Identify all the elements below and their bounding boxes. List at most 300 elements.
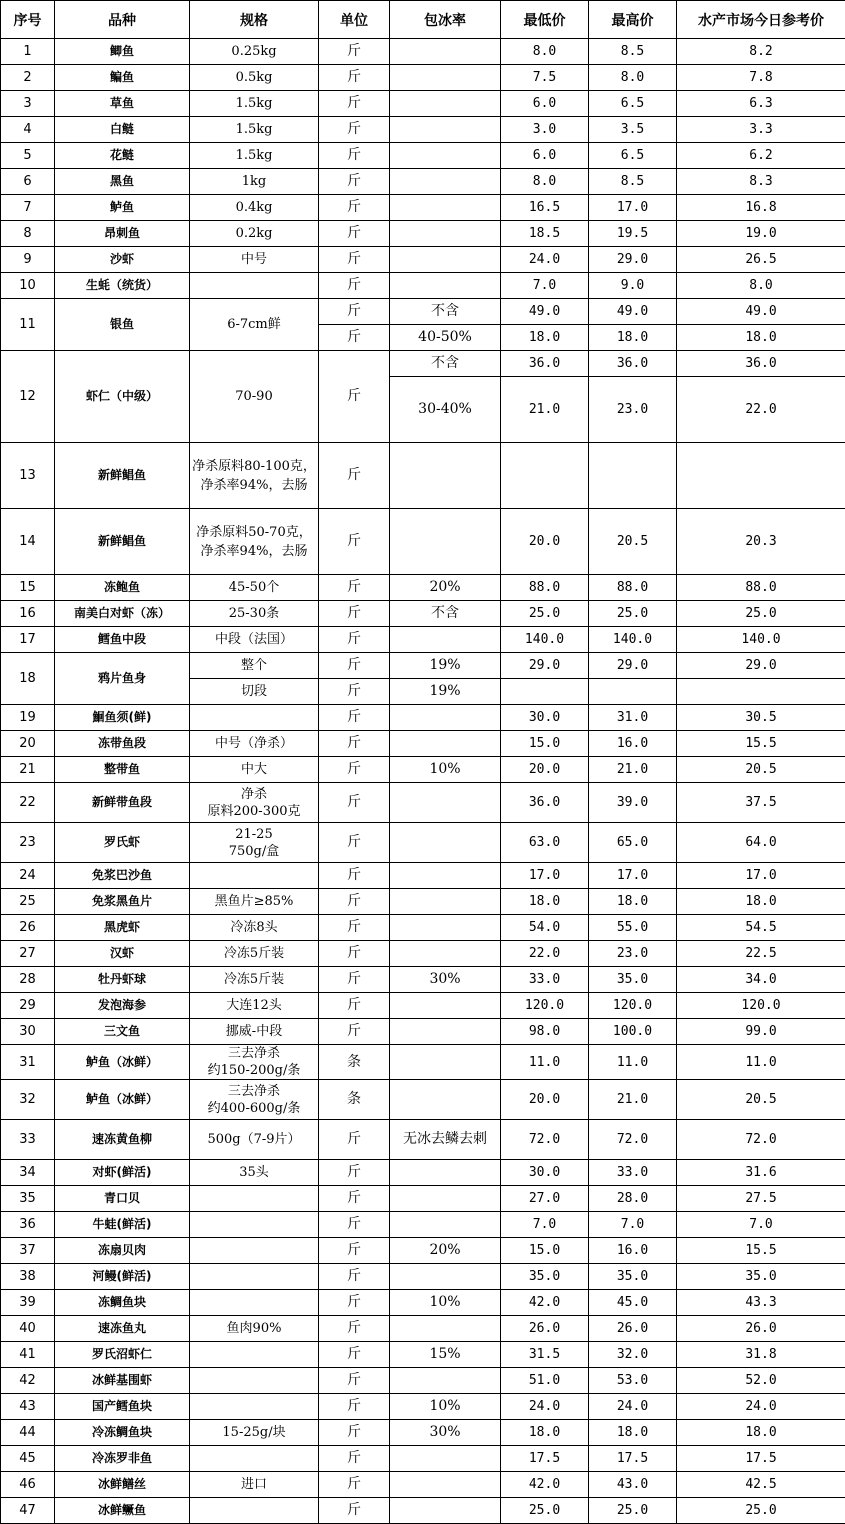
cell-max: 31.0 xyxy=(589,705,677,731)
cell-min: 18.0 xyxy=(501,889,589,915)
cell-unit: 斤 xyxy=(319,117,390,143)
cell-ref: 25.0 xyxy=(677,601,845,627)
cell-ref: 8.2 xyxy=(677,39,845,65)
cell-unit: 斤 xyxy=(319,443,390,509)
cell-ref: 26.5 xyxy=(677,247,845,273)
cell-max: 18.0 xyxy=(589,1420,677,1446)
cell-min: 6.0 xyxy=(501,143,589,169)
cell-name: 花鲢 xyxy=(55,143,190,169)
cell-min xyxy=(501,679,589,705)
cell-ice xyxy=(390,731,501,757)
cell-max: 16.0 xyxy=(589,731,677,757)
cell-name: 冷冻鲷鱼块 xyxy=(55,1420,190,1446)
table-row xyxy=(1,273,845,299)
cell-max xyxy=(589,679,677,705)
cell-max: 25.0 xyxy=(589,1498,677,1524)
cell-name: 银鱼 xyxy=(55,299,190,351)
cell-ice xyxy=(390,1019,501,1045)
cell-no: 24 xyxy=(1,863,55,889)
cell-name: 鳕鱼中段 xyxy=(55,627,190,653)
cell-min: 140.0 xyxy=(501,627,589,653)
cell-max: 35.0 xyxy=(589,967,677,993)
cell-no: 36 xyxy=(1,1212,55,1238)
cell-unit: 斤 xyxy=(319,575,390,601)
table-row xyxy=(1,1498,845,1524)
cell-unit: 斤 xyxy=(319,1120,390,1160)
cell-min: 51.0 xyxy=(501,1368,589,1394)
cell-max: 100.0 xyxy=(589,1019,677,1045)
table-body xyxy=(1,39,845,1524)
cell-no: 41 xyxy=(1,1342,55,1368)
table-row xyxy=(1,1368,845,1394)
cell-no: 44 xyxy=(1,1420,55,1446)
cell-max: 3.5 xyxy=(589,117,677,143)
cell-ice: 30% xyxy=(390,1420,501,1446)
cell-spec: 70-90 xyxy=(190,351,319,443)
cell-max: 43.0 xyxy=(589,1472,677,1498)
cell-unit: 斤 xyxy=(319,325,390,351)
table-row xyxy=(1,1045,845,1080)
cell-no: 34 xyxy=(1,1160,55,1186)
cell-max: 33.0 xyxy=(589,1160,677,1186)
cell-min: 31.5 xyxy=(501,1342,589,1368)
cell-unit: 斤 xyxy=(319,1212,390,1238)
cell-no: 8 xyxy=(1,221,55,247)
cell-name: 国产鳕鱼块 xyxy=(55,1394,190,1420)
header-row xyxy=(1,1,845,39)
cell-no: 13 xyxy=(1,443,55,509)
cell-name: 冰鲜基围虾 xyxy=(55,1368,190,1394)
cell-max: 11.0 xyxy=(589,1045,677,1080)
cell-no: 47 xyxy=(1,1498,55,1524)
cell-no: 19 xyxy=(1,705,55,731)
table-row xyxy=(1,601,845,627)
cell-spec xyxy=(190,1394,319,1420)
cell-unit: 斤 xyxy=(319,1472,390,1498)
cell-min xyxy=(501,443,589,509)
cell-spec: 1.5kg xyxy=(190,143,319,169)
cell-unit: 斤 xyxy=(319,143,390,169)
cell-max: 29.0 xyxy=(589,247,677,273)
cell-min: 27.0 xyxy=(501,1186,589,1212)
cell-max: 72.0 xyxy=(589,1120,677,1160)
cell-no: 23 xyxy=(1,823,55,863)
cell-unit: 斤 xyxy=(319,1186,390,1212)
cell-ref: 18.0 xyxy=(677,1420,845,1446)
cell-ref: 16.8 xyxy=(677,195,845,221)
cell-max: 18.0 xyxy=(589,325,677,351)
cell-ref: 35.0 xyxy=(677,1264,845,1290)
table-row xyxy=(1,1446,845,1472)
cell-max: 55.0 xyxy=(589,915,677,941)
cell-min: 33.0 xyxy=(501,967,589,993)
cell-unit: 斤 xyxy=(319,299,390,325)
cell-max xyxy=(589,443,677,509)
cell-ice xyxy=(390,1472,501,1498)
cell-unit: 斤 xyxy=(319,91,390,117)
cell-unit: 斤 xyxy=(319,915,390,941)
cell-no: 35 xyxy=(1,1186,55,1212)
cell-unit: 斤 xyxy=(319,889,390,915)
cell-ref: 20.3 xyxy=(677,509,845,575)
cell-spec: 中大 xyxy=(190,757,319,783)
cell-spec xyxy=(190,1264,319,1290)
cell-min: 72.0 xyxy=(501,1120,589,1160)
cell-unit: 斤 xyxy=(319,273,390,299)
cell-ice: 不含 xyxy=(390,601,501,627)
cell-name: 鳊鱼 xyxy=(55,65,190,91)
cell-spec xyxy=(190,1186,319,1212)
table-row xyxy=(1,783,845,823)
cell-name: 冰鲜鳝丝 xyxy=(55,1472,190,1498)
cell-no: 11 xyxy=(1,299,55,351)
cell-name: 新鲜鲳鱼 xyxy=(55,443,190,509)
cell-ref: 120.0 xyxy=(677,993,845,1019)
cell-unit: 条 xyxy=(319,1080,390,1120)
cell-name: 鲈鱼（冰鲜） xyxy=(55,1045,190,1080)
cell-no: 10 xyxy=(1,273,55,299)
cell-no: 28 xyxy=(1,967,55,993)
cell-min: 25.0 xyxy=(501,601,589,627)
cell-ref: 30.5 xyxy=(677,705,845,731)
table-row xyxy=(1,1472,845,1498)
cell-unit: 斤 xyxy=(319,1290,390,1316)
cell-unit: 斤 xyxy=(319,1420,390,1446)
cell-ref: 8.3 xyxy=(677,169,845,195)
table-row xyxy=(1,941,845,967)
cell-unit: 斤 xyxy=(319,195,390,221)
cell-ice: 40-50% xyxy=(390,325,501,351)
cell-max: 18.0 xyxy=(589,889,677,915)
cell-ice: 20% xyxy=(390,575,501,601)
cell-name: 虾仁（中级） xyxy=(55,351,190,443)
cell-min: 24.0 xyxy=(501,1394,589,1420)
table-row xyxy=(1,757,845,783)
cell-ref: 31.8 xyxy=(677,1342,845,1368)
cell-ref: 11.0 xyxy=(677,1045,845,1080)
cell-no: 12 xyxy=(1,351,55,443)
cell-min: 36.0 xyxy=(501,783,589,823)
cell-spec: 1.5kg xyxy=(190,117,319,143)
cell-ref: 15.5 xyxy=(677,731,845,757)
cell-ice xyxy=(390,1186,501,1212)
table-row xyxy=(1,169,845,195)
cell-name: 冻鲷鱼块 xyxy=(55,1290,190,1316)
cell-ref: 72.0 xyxy=(677,1120,845,1160)
cell-max: 49.0 xyxy=(589,299,677,325)
cell-min: 54.0 xyxy=(501,915,589,941)
table-row xyxy=(1,915,845,941)
cell-ref: 20.5 xyxy=(677,1080,845,1120)
cell-name: 冻鲍鱼 xyxy=(55,575,190,601)
cell-ref: 49.0 xyxy=(677,299,845,325)
cell-ice: 10% xyxy=(390,1290,501,1316)
cell-name: 对虾(鲜活) xyxy=(55,1160,190,1186)
table-row xyxy=(1,1212,845,1238)
header-max-price: 最高价 xyxy=(589,1,677,39)
cell-min: 20.0 xyxy=(501,757,589,783)
cell-name: 沙虾 xyxy=(55,247,190,273)
cell-min: 17.5 xyxy=(501,1446,589,1472)
cell-no: 21 xyxy=(1,757,55,783)
cell-max: 25.0 xyxy=(589,601,677,627)
cell-name: 河鳗(鲜活) xyxy=(55,1264,190,1290)
table-row xyxy=(1,1394,845,1420)
cell-max: 20.5 xyxy=(589,509,677,575)
cell-ref: 36.0 xyxy=(677,351,845,377)
cell-min: 18.0 xyxy=(501,325,589,351)
cell-min: 42.0 xyxy=(501,1472,589,1498)
table-row xyxy=(1,863,845,889)
cell-ref: 43.3 xyxy=(677,1290,845,1316)
cell-ref: 18.0 xyxy=(677,889,845,915)
cell-ice xyxy=(390,247,501,273)
cell-ice: 不含 xyxy=(390,351,501,377)
cell-name: 整带鱼 xyxy=(55,757,190,783)
cell-min: 63.0 xyxy=(501,823,589,863)
cell-spec: 冷冻5斤装 xyxy=(190,967,319,993)
cell-min: 20.0 xyxy=(501,509,589,575)
table-row xyxy=(1,967,845,993)
cell-spec: 净杀原料80-100克，净杀率94%，去肠 xyxy=(190,443,319,509)
cell-max: 45.0 xyxy=(589,1290,677,1316)
cell-name: 黑鱼 xyxy=(55,169,190,195)
cell-unit: 条 xyxy=(319,1045,390,1080)
cell-unit: 斤 xyxy=(319,993,390,1019)
cell-max: 21.0 xyxy=(589,757,677,783)
cell-spec: 1.5kg xyxy=(190,91,319,117)
cell-max: 16.0 xyxy=(589,1238,677,1264)
cell-ice xyxy=(390,627,501,653)
cell-spec: 0.2kg xyxy=(190,221,319,247)
cell-ref: 29.0 xyxy=(677,653,845,679)
cell-min: 36.0 xyxy=(501,351,589,377)
cell-max: 23.0 xyxy=(589,941,677,967)
cell-ice xyxy=(390,91,501,117)
cell-no: 27 xyxy=(1,941,55,967)
table-row xyxy=(1,143,845,169)
cell-no: 20 xyxy=(1,731,55,757)
cell-name: 鲈鱼（冰鲜） xyxy=(55,1080,190,1120)
cell-name: 南美白对虾（冻） xyxy=(55,601,190,627)
cell-name: 昂刺鱼 xyxy=(55,221,190,247)
table-row xyxy=(1,443,845,509)
cell-ice xyxy=(390,39,501,65)
cell-ref: 7.0 xyxy=(677,1212,845,1238)
cell-name: 新鲜鲳鱼 xyxy=(55,509,190,575)
cell-name: 罗氏沼虾仁 xyxy=(55,1342,190,1368)
cell-ice: 19% xyxy=(390,653,501,679)
cell-unit: 斤 xyxy=(319,509,390,575)
cell-ice xyxy=(390,1368,501,1394)
cell-min: 30.0 xyxy=(501,1160,589,1186)
cell-max: 24.0 xyxy=(589,1394,677,1420)
cell-max: 29.0 xyxy=(589,653,677,679)
cell-ref: 24.0 xyxy=(677,1394,845,1420)
cell-unit: 斤 xyxy=(319,65,390,91)
cell-spec: 中号（净杀） xyxy=(190,731,319,757)
cell-max: 9.0 xyxy=(589,273,677,299)
cell-ice xyxy=(390,863,501,889)
cell-max: 6.5 xyxy=(589,91,677,117)
table-row xyxy=(1,1420,845,1446)
cell-spec: 500g（7-9片） xyxy=(190,1120,319,1160)
cell-ice xyxy=(390,1264,501,1290)
cell-ref: 17.0 xyxy=(677,863,845,889)
cell-spec: 切段 xyxy=(190,679,319,705)
cell-ref: 15.5 xyxy=(677,1238,845,1264)
cell-no: 18 xyxy=(1,653,55,705)
cell-ice xyxy=(390,509,501,575)
cell-unit: 斤 xyxy=(319,39,390,65)
cell-spec xyxy=(190,705,319,731)
cell-max: 6.5 xyxy=(589,143,677,169)
cell-unit: 斤 xyxy=(319,1446,390,1472)
cell-ref: 18.0 xyxy=(677,325,845,351)
cell-min: 35.0 xyxy=(501,1264,589,1290)
cell-ice xyxy=(390,1080,501,1120)
cell-spec xyxy=(190,273,319,299)
cell-max: 23.0 xyxy=(589,377,677,443)
cell-no: 40 xyxy=(1,1316,55,1342)
cell-no: 9 xyxy=(1,247,55,273)
header-unit: 单位 xyxy=(319,1,390,39)
cell-min: 15.0 xyxy=(501,1238,589,1264)
cell-unit: 斤 xyxy=(319,1368,390,1394)
cell-unit: 斤 xyxy=(319,1498,390,1524)
cell-no: 4 xyxy=(1,117,55,143)
cell-max: 21.0 xyxy=(589,1080,677,1120)
cell-max: 17.5 xyxy=(589,1446,677,1472)
table-row xyxy=(1,1160,845,1186)
header-ice-rate: 包冰率 xyxy=(390,1,501,39)
cell-ice xyxy=(390,1316,501,1342)
cell-max: 36.0 xyxy=(589,351,677,377)
cell-ice: 10% xyxy=(390,1394,501,1420)
cell-ref: 20.5 xyxy=(677,757,845,783)
cell-min: 120.0 xyxy=(501,993,589,1019)
cell-name: 牛蛙(鲜活) xyxy=(55,1212,190,1238)
cell-ice xyxy=(390,783,501,823)
cell-ice xyxy=(390,169,501,195)
cell-name: 汉虾 xyxy=(55,941,190,967)
cell-no: 22 xyxy=(1,783,55,823)
cell-max: 19.5 xyxy=(589,221,677,247)
cell-ice xyxy=(390,915,501,941)
table-row xyxy=(1,1238,845,1264)
cell-ref: 64.0 xyxy=(677,823,845,863)
cell-ref: 52.0 xyxy=(677,1368,845,1394)
cell-ice: 20% xyxy=(390,1238,501,1264)
table-row xyxy=(1,993,845,1019)
cell-name: 青口贝 xyxy=(55,1186,190,1212)
cell-no: 42 xyxy=(1,1368,55,1394)
cell-min: 26.0 xyxy=(501,1316,589,1342)
cell-min: 49.0 xyxy=(501,299,589,325)
table-row xyxy=(1,299,845,325)
cell-no: 38 xyxy=(1,1264,55,1290)
cell-spec: 1kg xyxy=(190,169,319,195)
cell-spec: 0.25kg xyxy=(190,39,319,65)
cell-no: 25 xyxy=(1,889,55,915)
table-row xyxy=(1,1186,845,1212)
table-row xyxy=(1,39,845,65)
cell-no: 6 xyxy=(1,169,55,195)
cell-max: 65.0 xyxy=(589,823,677,863)
cell-spec: 整个 xyxy=(190,653,319,679)
table-row xyxy=(1,1019,845,1045)
cell-name: 黑虎虾 xyxy=(55,915,190,941)
cell-min: 88.0 xyxy=(501,575,589,601)
table-row xyxy=(1,1316,845,1342)
cell-max: 35.0 xyxy=(589,1264,677,1290)
cell-ice xyxy=(390,117,501,143)
cell-min: 20.0 xyxy=(501,1080,589,1120)
cell-min: 7.0 xyxy=(501,273,589,299)
cell-name: 冰鲜鳜鱼 xyxy=(55,1498,190,1524)
cell-ref: 8.0 xyxy=(677,273,845,299)
cell-unit: 斤 xyxy=(319,705,390,731)
table-row xyxy=(1,91,845,117)
cell-spec: 大连12头 xyxy=(190,993,319,1019)
cell-min: 15.0 xyxy=(501,731,589,757)
cell-min: 17.0 xyxy=(501,863,589,889)
cell-no: 17 xyxy=(1,627,55,653)
cell-ice xyxy=(390,443,501,509)
cell-name: 罗氏虾 xyxy=(55,823,190,863)
cell-name: 白鲢 xyxy=(55,117,190,143)
cell-min: 8.0 xyxy=(501,39,589,65)
cell-ice xyxy=(390,143,501,169)
cell-spec: 冷冻8头 xyxy=(190,915,319,941)
cell-min: 8.0 xyxy=(501,169,589,195)
cell-spec xyxy=(190,863,319,889)
cell-min: 16.5 xyxy=(501,195,589,221)
cell-ice: 15% xyxy=(390,1342,501,1368)
cell-ref xyxy=(677,679,845,705)
cell-max: 8.5 xyxy=(589,39,677,65)
cell-no: 33 xyxy=(1,1120,55,1160)
cell-ice: 30% xyxy=(390,967,501,993)
cell-min: 11.0 xyxy=(501,1045,589,1080)
cell-spec: 挪威-中段 xyxy=(190,1019,319,1045)
header-spec: 规格 xyxy=(190,1,319,39)
cell-unit: 斤 xyxy=(319,731,390,757)
cell-no: 45 xyxy=(1,1446,55,1472)
cell-no: 14 xyxy=(1,509,55,575)
cell-ice xyxy=(390,1045,501,1080)
cell-spec: 中段（法国） xyxy=(190,627,319,653)
cell-ice: 30-40% xyxy=(390,377,501,443)
cell-ref: 22.0 xyxy=(677,377,845,443)
cell-no: 43 xyxy=(1,1394,55,1420)
cell-unit: 斤 xyxy=(319,247,390,273)
cell-spec xyxy=(190,1212,319,1238)
cell-spec: 15-25g/块 xyxy=(190,1420,319,1446)
cell-name: 速冻鱼丸 xyxy=(55,1316,190,1342)
cell-unit: 斤 xyxy=(319,351,390,443)
cell-max: 120.0 xyxy=(589,993,677,1019)
cell-ice: 19% xyxy=(390,679,501,705)
cell-max: 7.0 xyxy=(589,1212,677,1238)
table-row xyxy=(1,117,845,143)
table-row xyxy=(1,1290,845,1316)
cell-no: 39 xyxy=(1,1290,55,1316)
cell-ice xyxy=(390,1446,501,1472)
cell-spec: 净杀 原料200-300克 xyxy=(190,783,319,823)
cell-spec xyxy=(190,1368,319,1394)
cell-spec: 三去净杀 约400-600g/条 xyxy=(190,1080,319,1120)
